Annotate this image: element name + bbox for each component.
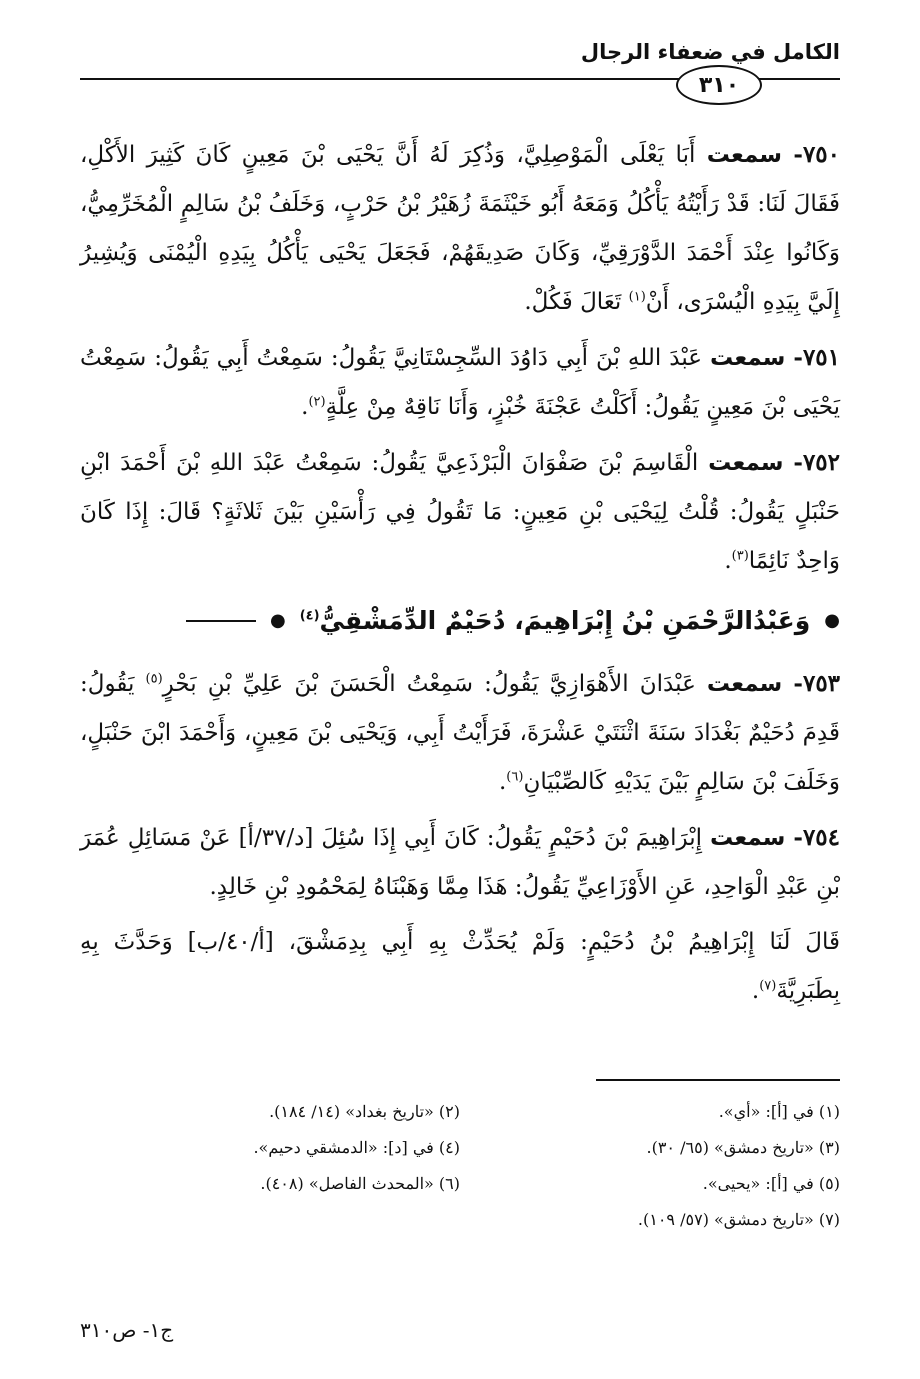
- paragraph-keyword: سمعت: [706, 671, 783, 697]
- page-number-text: ٣١٠: [698, 72, 740, 98]
- paragraph-number: ٧٥٤-: [793, 824, 841, 851]
- paragraph-text: عَبْدَ اللهِ بْنَ أَبِي دَاوُدَ السِّجِسْتَانِيَّ يَقُولُ: سَمِعْتُ أَبِي يَقُولُ: سَمِعْتُ يَحْيَى بْنَ مَعِينٍ يَقُولُ: أَكَلْتُ عَجْنَةَ خُبْزٍ، وَأَنَا نَاقِهٌ مِنْ عِلَّةٍ: [80, 345, 840, 420]
- footnote-ref[interactable]: (١): [628, 289, 646, 305]
- paragraph-text: أَبَا يَعْلَى الْمَوْصِلِيَّ، وَذُكِرَ لَهُ أَنَّ يَحْيَى بْنَ مَعِينٍ كَانَ كَثِيرَ الأَكْلِ، فَقَالَ لَنَا: قَدْ رَأَيْتُهُ يَأْكُلُ وَمَعَهُ أَبُو خَيْثَمَةَ زُهَيْرُ بْنُ حَرْبٍ، وَخَلَفُ بْنُ سَالِمٍ الْمُخَرِّمِيُّ، وَكَانُوا عِنْدَ أَحْمَدَ الدَّوْرَقِيِّ، وَكَانَ صَدِيقَهُمْ، فَجَعَلَ يَحْيَى يَأْكُلُ بِيَدِهِ الْيُمْنَى وَيُشِيرُ إِلَيَّ بِيَدِهِ الْيُسْرَى، أَنْ: [80, 142, 840, 315]
- paragraph-750: [80, 130, 840, 327]
- volume-page-signature: ج١- ص٣١٠: [80, 1318, 174, 1342]
- paragraph-754: [80, 813, 840, 912]
- paragraph-keyword: سمعت: [708, 450, 784, 476]
- section-heading: [80, 596, 840, 645]
- body-text: [80, 130, 840, 1022]
- footnote-1: (١) في [أ]: «أي».: [718, 1102, 840, 1121]
- footnote-2: (٢) «تاريخ بغداد» (١٤/ ١٨٤).: [269, 1102, 460, 1121]
- heading-bullet: ●: [269, 610, 286, 631]
- paragraph-tail: .: [724, 548, 732, 574]
- footnote-6: (٦) «المحدث الفاصل» (٤٠٨).: [260, 1174, 460, 1193]
- paragraph-text: عَبْدَانَ الأَهْوَازِيَّ يَقُولُ: سَمِعْتُ الْحَسَنَ بْنَ عَلِيِّ بْنِ بَحْرٍ: [162, 671, 696, 697]
- paragraph-753: [80, 659, 840, 807]
- paragraph-tail: .: [751, 978, 760, 1004]
- paragraph-keyword: سمعت: [706, 142, 783, 168]
- footnote-5: (٥) في [أ]: «يحيى».: [702, 1174, 840, 1193]
- footnote-ref[interactable]: (٥): [145, 671, 163, 687]
- footnote-ref[interactable]: (٦): [506, 769, 524, 785]
- paragraph-tail: تَعَالَ فَكُلْ.: [524, 289, 622, 315]
- paragraph-number: ٧٥١-: [793, 344, 841, 371]
- footnote-4: (٤) في [د]: «الدمشقي دحيم».: [253, 1138, 460, 1157]
- heading-text: [300, 596, 811, 645]
- paragraph-754-continued: [80, 918, 840, 1016]
- heading-title: وَعَبْدُالرَّحْمَنِ بْنُ إِبْرَاهِيمَ، دُحَيْمٌ الدِّمَشْقِيُّ: [319, 606, 811, 635]
- footnote-ref[interactable]: (٣): [731, 548, 749, 564]
- footnotes: [80, 1094, 840, 1238]
- page-number: [676, 65, 762, 105]
- paragraph-tail: .: [301, 394, 309, 420]
- footnote-7: (٧) «تاريخ دمشق» (٥٧/ ١٠٩).: [637, 1210, 840, 1229]
- paragraph-tail: .: [498, 769, 507, 795]
- paragraph-number: ٧٥٣-: [793, 670, 841, 697]
- footnote-3: (٣) «تاريخ دمشق» (٦٥/ ٣٠).: [646, 1138, 840, 1157]
- paragraph-751: [80, 333, 840, 432]
- heading-line: [186, 620, 256, 622]
- footnote-ref[interactable]: (٤): [299, 608, 320, 624]
- running-title: الكامل في ضعفاء الرجال: [580, 40, 840, 64]
- paragraph-number: ٧٥٢-: [793, 449, 840, 476]
- footnote-ref[interactable]: (٧): [759, 978, 777, 994]
- paragraph-keyword: سمعت: [710, 825, 786, 851]
- paragraph-text: إِبْرَاهِيمَ بْنَ دُحَيْمٍ يَقُولُ: كَانَ أَبِي إِذَا سُئِلَ [د/٣٧/أ] عَنْ مَسَائِلِ عُمَرَ بْنِ عَبْدِ الْوَاحِدِ، عَنِ الأَوْزَاعِيِّ يَقُولُ: هَذَا مِمَّا وَهَبْنَاهُ لِمَحْمُودِ بْنِ خَالِدٍ.: [80, 825, 840, 900]
- paragraph-tail: يَقُولُ: قَدِمَ دُحَيْمٌ بَغْدَادَ سَنَةَ اثْنَتَيْ عَشْرَةَ، فَرَأَيْتُ أَبِي، وَيَحْيَى بْنَ مَعِينٍ، وَأَحْمَدَ ابْنَ حَنْبَلٍ، وَخَلَفَ بْنَ سَالِمٍ بَيْنَ يَدَيْهِ كَالصِّبْيَانِ: [80, 671, 840, 795]
- paragraph-text: قَالَ لَنَا إِبْرَاهِيمُ بْنُ دُحَيْمٍ: وَلَمْ يُحَدِّثْ بِهِ أَبِي بِدِمَشْقَ، [أ/٤٠/ب] وَحَدَّثَ بِهِ بِطَبَرِيَّةَ: [80, 929, 841, 1004]
- footnote-rule: [596, 1079, 840, 1081]
- paragraph-752: [80, 438, 840, 586]
- footnote-ref[interactable]: (٢): [308, 394, 326, 410]
- paragraph-keyword: سمعت: [710, 345, 786, 371]
- paragraph-text: الْقَاسِمَ بْنَ صَفْوَانَ الْبَرْذَعِيَّ يَقُولُ: سَمِعْتُ عَبْدَ اللهِ بْنَ أَحْمَدَ ابْنِ حَنْبَلٍ يَقُولُ: قُلْتُ لِيَحْيَى بْنِ مَعِينٍ: مَا تَقُولُ فِي رَأْسَيْنِ بَيْنَ ثَلاثَةٍ؟ قَالَ: إِذَا كَانَ وَاحِدٌ نَائِمًا: [80, 450, 840, 574]
- paragraph-number: ٧٥٠-: [793, 141, 840, 168]
- heading-bullet: ●: [824, 610, 840, 631]
